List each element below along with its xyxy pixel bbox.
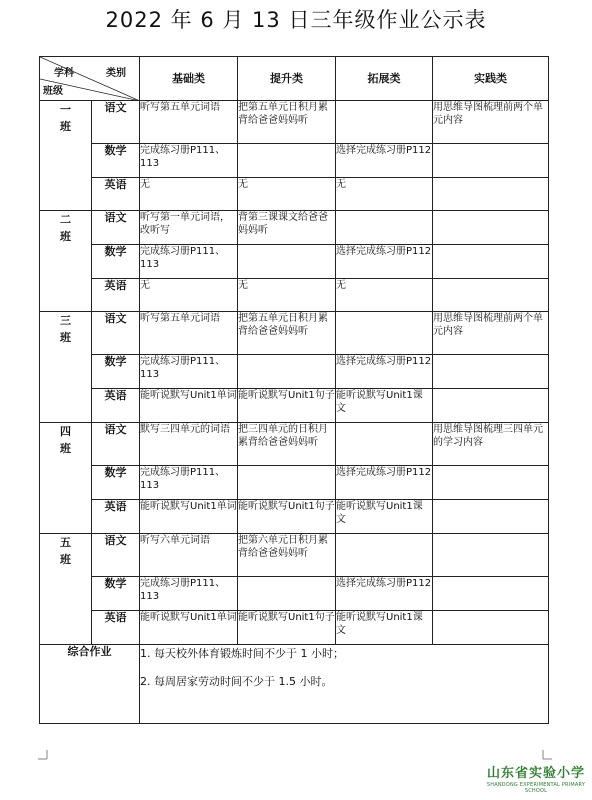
table-cell: 能听说默写Unit1课文 <box>336 500 433 534</box>
table-cell: 无 <box>140 178 238 211</box>
class-name <box>40 312 92 423</box>
table-cell: 完成练习册P111、113 <box>140 355 238 389</box>
subject-cell: 英语 <box>92 178 140 211</box>
header-subject-label: 学科 <box>54 68 74 79</box>
subject-cell: 语文 <box>92 534 140 577</box>
subject-cell: 英语 <box>92 279 140 312</box>
table-cell: 选择完成练习册P112 <box>336 144 433 178</box>
table-row <box>40 355 549 389</box>
subject-cell: 数学 <box>92 577 140 611</box>
table-cell: 选择完成练习册P112 <box>336 577 433 611</box>
table-cell <box>433 534 549 577</box>
subject-cell: 英语 <box>92 389 140 423</box>
summary-content <box>140 645 549 724</box>
table-cell <box>433 245 549 279</box>
table-cell: 能听说默写Unit1单词 <box>140 611 238 645</box>
subject-cell: 语文 <box>92 211 140 245</box>
header-type-label: 类别 <box>106 68 126 79</box>
summary-item: 2. 每周居家劳动时间不少于 1.5 小时。 <box>140 675 333 688</box>
table-cell: 能听说默写Unit1单词 <box>140 389 238 423</box>
column-header-extension: 拓展类 <box>336 57 433 101</box>
corner-mark-icon <box>38 750 48 760</box>
subject-cell: 英语 <box>92 611 140 645</box>
table-cell: 完成练习册P111、113 <box>140 466 238 500</box>
table-cell <box>433 279 549 312</box>
subject-cell: 数学 <box>92 355 140 389</box>
table-cell: 能听说默写Unit1课文 <box>336 611 433 645</box>
table-cell <box>433 355 549 389</box>
table-cell: 完成练习册P111、113 <box>140 245 238 279</box>
table-cell <box>238 577 336 611</box>
homework-table <box>39 56 549 724</box>
table-cell: 无 <box>140 279 238 312</box>
table-cell: 用思维导图梳理三四单元的学习内容 <box>433 423 549 466</box>
table-cell <box>336 211 433 245</box>
table-cell <box>433 611 549 645</box>
table-cell: 无 <box>238 178 336 211</box>
table-row <box>40 312 549 355</box>
table-row <box>40 245 549 279</box>
subject-cell: 数学 <box>92 466 140 500</box>
table-row <box>40 466 549 500</box>
subject-cell: 语文 <box>92 101 140 144</box>
subject-cell: 语文 <box>92 423 140 466</box>
school-logo <box>482 762 590 796</box>
subject-cell: 语文 <box>92 312 140 355</box>
column-header-advanced: 提升类 <box>238 57 336 101</box>
table-cell <box>238 466 336 500</box>
table-row <box>40 144 549 178</box>
table-cell: 把第六单元日积月累背给爸爸妈妈听 <box>238 534 336 577</box>
table-cell: 用思维导图梳理前两个单元内容 <box>433 101 549 144</box>
table-cell <box>433 178 549 211</box>
corner-mark-icon <box>542 750 552 760</box>
table-cell: 把第五单元日积月累背给爸爸妈妈听 <box>238 312 336 355</box>
header-class-label: 班级 <box>43 86 63 97</box>
table-row <box>40 611 549 645</box>
class-name <box>40 101 92 211</box>
table-cell: 把第五单元日积月累背给爸爸妈妈听 <box>238 101 336 144</box>
table-cell: 听写第五单元词语 <box>140 101 238 144</box>
table-cell: 听写第五单元词语 <box>140 312 238 355</box>
table-row <box>40 389 549 423</box>
table-row <box>40 211 549 245</box>
table-row <box>40 534 549 577</box>
table-row <box>40 178 549 211</box>
table-cell: 无 <box>238 279 336 312</box>
summary-label: 综合作业 <box>40 645 140 724</box>
table-cell: 选择完成练习册P112 <box>336 355 433 389</box>
logo-name-en: SHANDONG EXPERIMENTAL PRIMARY SCHOOL <box>486 782 586 794</box>
table-cell: 选择完成练习册P112 <box>336 466 433 500</box>
table-cell <box>433 211 549 245</box>
class-name <box>40 423 92 534</box>
class-name <box>40 534 92 645</box>
class-label: 五 班 <box>60 536 71 566</box>
page-title: 2022 年 6 月 13 日三年级作业公示表 <box>105 8 487 32</box>
table-row <box>40 101 549 144</box>
table-cell: 无 <box>336 178 433 211</box>
class-label: 四 班 <box>60 425 71 455</box>
table-cell <box>433 389 549 423</box>
subject-cell: 数学 <box>92 245 140 279</box>
class-name <box>40 211 92 312</box>
header-diagonal-cell <box>40 57 140 101</box>
class-label: 一 班 <box>60 103 71 133</box>
summary-row <box>40 645 549 724</box>
table-cell: 听写第一单元词语，改听写 <box>140 211 238 245</box>
table-cell <box>238 355 336 389</box>
column-header-practice: 实践类 <box>433 57 549 101</box>
table-cell: 无 <box>336 279 433 312</box>
table-cell: 能听说默写Unit1句子 <box>238 611 336 645</box>
table-cell <box>433 466 549 500</box>
table-cell <box>238 245 336 279</box>
table-cell <box>336 101 433 144</box>
table-cell: 完成练习册P111、113 <box>140 577 238 611</box>
table-cell: 听写六单元词语 <box>140 534 238 577</box>
table-cell <box>336 423 433 466</box>
table-cell: 能听说默写Unit1句子 <box>238 500 336 534</box>
table-cell: 默写三四单元的词语 <box>140 423 238 466</box>
table-cell: 能听说默写Unit1单词 <box>140 500 238 534</box>
table-cell: 选择完成练习册P112 <box>336 245 433 279</box>
table-cell <box>433 144 549 178</box>
table-cell <box>238 144 336 178</box>
table-cell: 能听说默写Unit1句子 <box>238 389 336 423</box>
table-cell <box>433 500 549 534</box>
table-row <box>40 500 549 534</box>
table-row <box>40 577 549 611</box>
table-cell <box>336 312 433 355</box>
subject-cell: 英语 <box>92 500 140 534</box>
table-cell: 能听说默写Unit1课文 <box>336 389 433 423</box>
table-cell <box>336 534 433 577</box>
table-row <box>40 423 549 466</box>
class-label: 三 班 <box>60 314 71 344</box>
subject-cell: 数学 <box>92 144 140 178</box>
column-header-basic: 基础类 <box>140 57 238 101</box>
table-row <box>40 279 549 312</box>
table-cell: 背第三课课文给爸爸妈妈听 <box>238 211 336 245</box>
table-cell: 把三四单元的日积月累背给爸爸妈妈听 <box>238 423 336 466</box>
logo-name-cn: 山东省实验小学 <box>486 766 585 781</box>
summary-item: 1. 每天校外体育锻炼时间不少于 1 小时； <box>140 647 344 660</box>
class-label: 二 班 <box>60 213 71 243</box>
table-cell: 用思维导图梳理前两个单元内容 <box>433 312 549 355</box>
table-cell <box>433 577 549 611</box>
table-cell: 完成练习册P111、113 <box>140 144 238 178</box>
